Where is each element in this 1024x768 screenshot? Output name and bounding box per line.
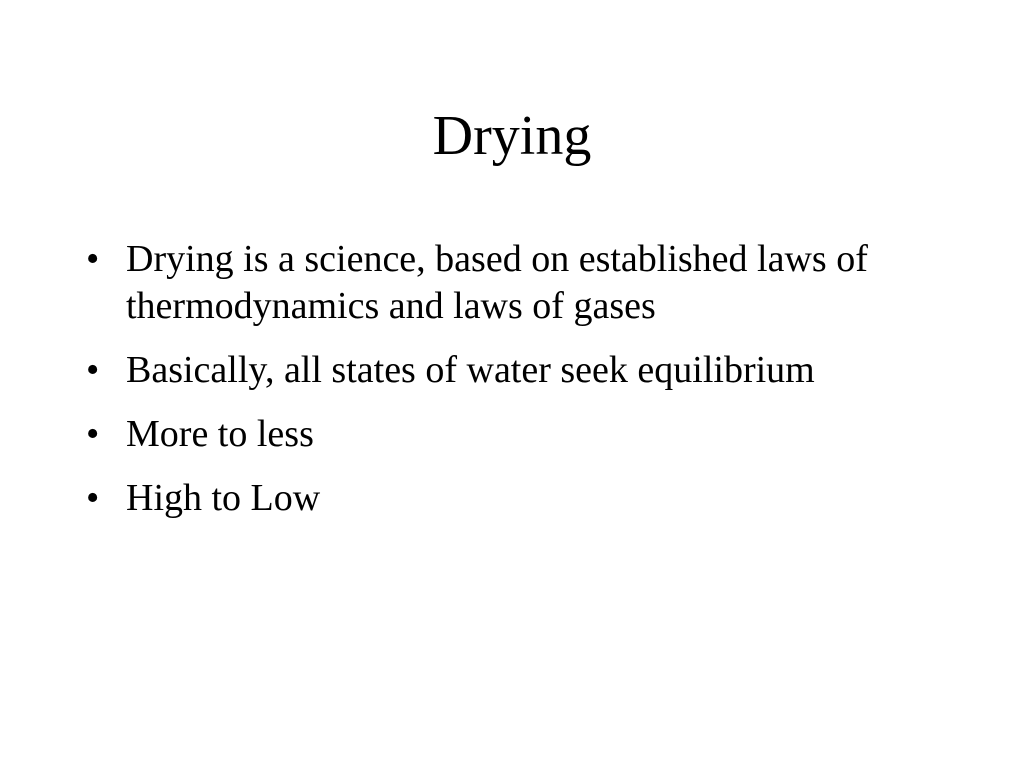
bullet-icon: • <box>86 238 100 280</box>
bullet-text: High to Low <box>126 477 321 519</box>
bullet-text: Basically, all states of water seek equilibrium <box>126 349 815 391</box>
slide-title: Drying <box>432 105 592 167</box>
bullet-icon: • <box>86 477 100 519</box>
bullet-item <box>86 411 946 458</box>
bullet-item <box>86 236 946 330</box>
bullet-text: More to less <box>126 413 314 455</box>
bullet-icon: • <box>86 349 100 391</box>
bullet-icon: • <box>86 413 100 455</box>
bullet-item <box>86 475 946 522</box>
bullet-list <box>86 236 946 539</box>
bullet-item <box>86 347 946 394</box>
bullet-text: Drying is a science, based on established laws of thermodynamics and laws of gases <box>126 238 868 327</box>
